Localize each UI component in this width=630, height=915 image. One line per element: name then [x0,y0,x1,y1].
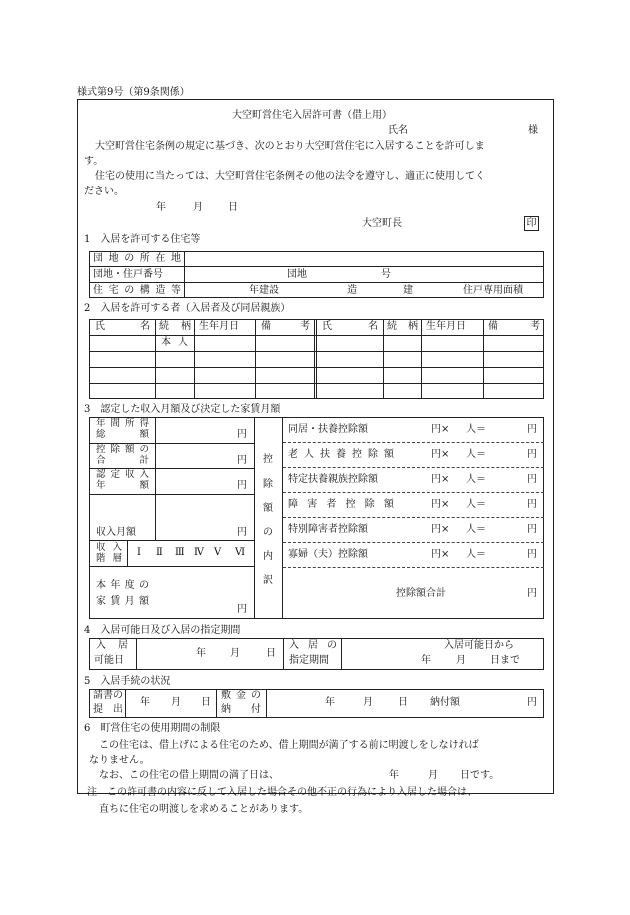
housing-location-label: 団 地 の 所 在 地 [93,253,181,264]
housing-number-label: 団地・住戸番号 [93,269,163,280]
deposit-year: 年 [325,697,335,708]
stratum-1: Ⅰ [137,547,141,558]
deduction-specific-label: 特定扶養親族控除額 [288,474,378,485]
period-label-1: 入 居 の [289,640,337,651]
restriction-line-3: なお、この住宅の借上期間の満了日は、 [99,770,279,781]
income-table [89,417,544,619]
stratum-6: Ⅵ [235,547,246,558]
period-from: 入居可能日から [444,640,514,651]
period-end-day: 日まで [490,655,520,666]
rent-label-2: 家 賃 月 額 [96,596,149,607]
deduction-sum-unit: 円 [527,588,537,599]
section-2-heading: 2 入居を許可する者（入居者及び同居親族） [84,303,291,314]
calc-total-5: 円 [527,524,537,535]
calc-yen-4: 円× [431,499,450,510]
col-birthdate: 生年月日 [199,321,239,332]
side-char-2: 除 [263,479,273,490]
intro-line-3: 住宅の使用に当たっては、大空町営住宅条例その他の法令を遵守し、適正に使用してく [95,171,485,182]
deduction-elderly-label: 老 人 扶 養 控 除 額 [288,449,394,460]
housing-number-unit: 号 [381,269,391,280]
issue-date-day: 日 [228,202,238,213]
stratum-3: Ⅲ [175,547,185,558]
stratum-2: Ⅱ [156,547,163,558]
deposit-label-1: 敷 金 の [221,690,261,701]
possible-date-day: 日 [266,648,276,659]
calc-total-3: 円 [527,474,537,485]
paid-amount-unit: 円 [527,697,537,708]
structure-type: 造 [347,285,357,296]
paid-amount-label: 納付額 [430,697,460,708]
possible-date-year: 年 [196,648,206,659]
deposit-month: 月 [363,697,373,708]
pledge-label-2: 提 出 [93,704,123,715]
deposit-label-2: 納 付 [221,704,261,715]
calc-total-4: 円 [527,499,537,510]
annual-recognized-label-2: 年 額 [96,480,149,491]
issue-date-year: 年 [156,202,166,213]
section-5-heading: 5 入居手続の状況 [84,676,171,687]
rent-label-1: 本 年 度 の [96,580,149,591]
deduction-total-label-2: 合 計 [96,455,149,466]
intro-line-1: 大空町営住宅条例の規定に基づき、次のとおり大空町営住宅に入居することを許可しま [95,141,485,152]
section-4-heading: 4 入居可能日及び入居の指定期間 [84,625,241,636]
annual-income-unit: 円 [237,429,247,440]
issue-date-month: 月 [193,202,203,213]
procedure-table [89,689,544,718]
restriction-line-2: なりません。 [89,755,150,766]
deduction-sum-label: 控除額合計 [396,588,446,599]
section-3-heading: 3 認定した収入月額及び決定した家賃月額 [84,404,281,415]
deduction-dependents-label: 同居・扶養控除額 [288,424,368,435]
restriction-line-1: この住宅は、借上げによる住宅のため、借上期間が満了する前に明渡しをしなければ [99,740,479,751]
calc-people-4: 人＝ [466,499,486,510]
expiry-month: 月 [428,770,438,781]
monthly-income-unit: 円 [237,527,247,538]
calc-yen-2: 円× [431,449,450,460]
stratum-4: Ⅳ [194,547,204,558]
calc-people-6: 人＝ [466,549,486,560]
calc-people-2: 人＝ [466,449,486,460]
col-birthdate-2: 生年月日 [426,321,466,332]
housing-structure-label: 住 宅 の 構 造 等 [93,285,181,296]
calc-people-1: 人＝ [466,424,486,435]
pledge-year: 年 [140,697,150,708]
self-relation: 本 人 [161,337,188,348]
col-remarks-2: 備 考 [488,321,540,332]
pledge-label-1: 請 書 の [93,690,123,701]
form-number: 様式第9号（第9条関係） [77,87,190,98]
note-line-2: 直ちに住宅の明渡しを求めることがあります。 [99,804,309,815]
calc-yen-1: 円× [431,424,450,435]
expiry-year: 年 [389,770,399,781]
period-end-month: 月 [456,655,466,666]
recipient-name-label: 氏名 [388,125,408,136]
deduction-special-disabled-label: 特別障害者控除額 [288,524,368,535]
intro-line-2: す。 [84,156,104,167]
pledge-day: 日 [201,697,211,708]
possible-date-label-1: 入 居 [96,640,128,651]
col-relation: 続 柄 [159,321,191,332]
expiry-day: 日です。 [460,770,500,781]
period-end-year: 年 [421,655,431,666]
stratum-5: Ⅴ [214,547,222,558]
deduction-widow-label: 寡婦（夫）控除額 [288,549,368,560]
deduction-disabled-label: 障 害 者 控 除 額 [288,499,394,510]
calc-yen-5: 円× [431,524,450,535]
col-remarks: 備 考 [261,321,310,332]
deduction-total-unit: 円 [237,455,247,466]
deduction-total-label-1: 控 除 額 の [96,444,149,455]
calc-total-1: 円 [527,424,537,435]
structure-floors: 建 [403,285,413,296]
calc-total-6: 円 [527,549,537,560]
pledge-month: 月 [171,697,181,708]
calc-yen-6: 円× [431,549,450,560]
calc-yen-3: 円× [431,474,450,485]
annual-income-label-1: 年 間 所 得 [96,418,149,429]
calc-total-2: 円 [527,449,537,460]
side-char-6: 訳 [263,575,273,586]
structure-floor-area: 住戸専用面積 [463,285,523,296]
rent-unit: 円 [237,604,247,615]
annual-recognized-label-1: 認 定 収 入 [96,469,149,480]
col-name-2: 氏 名 [322,321,378,332]
calc-people-5: 人＝ [466,524,486,535]
col-name: 氏 名 [95,321,150,332]
side-char-3: 額 [263,503,273,514]
structure-year-built: 年建設 [249,285,279,296]
possible-date-month: 月 [230,648,240,659]
intro-line-4: ださい。 [84,186,124,197]
honorific: 様 [528,125,538,136]
period-label-2: 指定期間 [289,655,329,666]
deposit-day: 日 [398,697,408,708]
side-char-4: の [263,527,273,538]
section-6-heading: 6 町営住宅の使用期間の制限 [84,723,221,734]
calc-people-3: 人＝ [466,474,486,485]
stratum-label-1: 収 入 [96,542,122,553]
section-1-heading: 1 入居を許可する住宅等 [84,234,201,245]
annual-recognized-unit: 円 [237,480,247,491]
stratum-label-2: 階 層 [96,553,122,564]
housing-complex-unit: 団地 [287,269,307,280]
note-line-1: 注 この許可書の内容に反して入居した場合その他不正の行為により入居した場合は、 [87,787,477,798]
side-char-5: 内 [263,551,273,562]
possible-date-label-2: 可能日 [94,655,124,666]
monthly-income-label: 収入月額 [96,527,136,538]
annual-income-label-2: 総 額 [96,429,149,440]
col-relation-2: 続 柄 [387,321,418,332]
seal-mark: 印 [524,216,539,231]
issuer: 大空町長 [362,218,402,229]
document-title: 大空町営住宅入居許可書（借上用） [232,110,392,121]
side-char-1: 控 [263,454,273,465]
